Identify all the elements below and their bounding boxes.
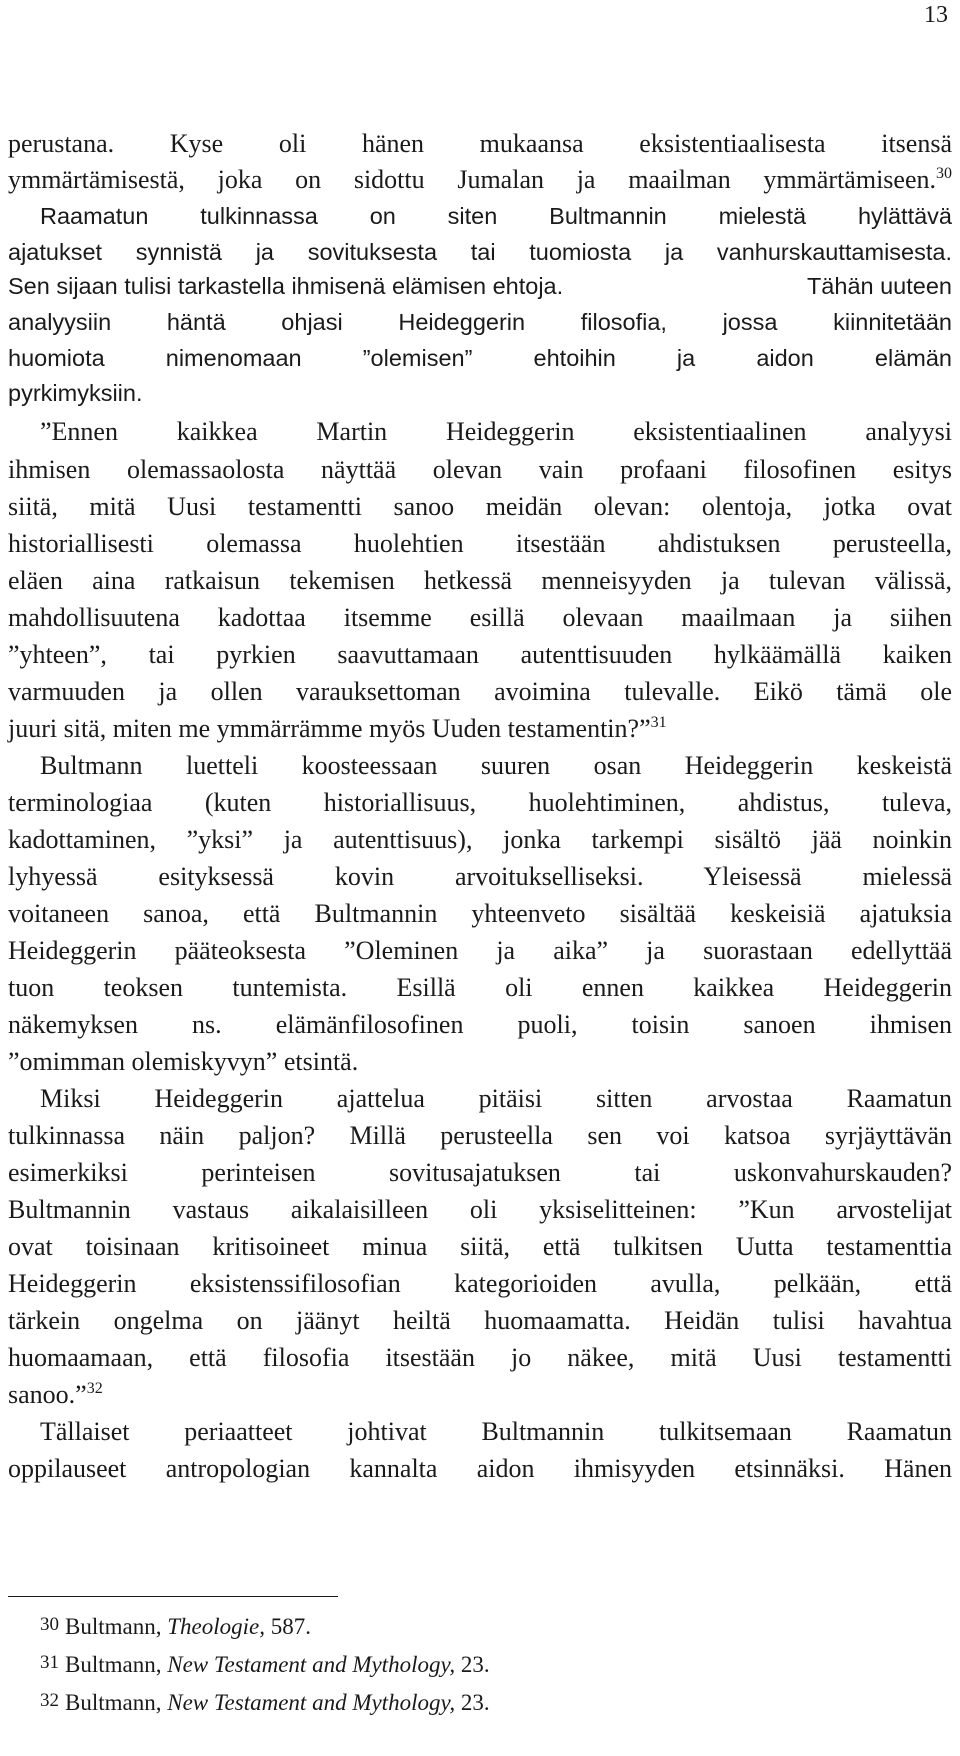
text-line: näkemyksen ns. elämänfilosofinen puoli, toisin sanoen ihmisen	[8, 1010, 952, 1039]
text-line: pyrkimyksiin.	[8, 380, 143, 406]
text-line: Sen sijaan tulisi tarkastella ihmisenä elämisen ehtoja.	[8, 273, 564, 299]
text-line: voitaneen sanoa, että Bultmannin yhteenveto sisältää keskeisiä ajatuksia	[8, 899, 952, 928]
footnote-ref: 32	[86, 1380, 103, 1397]
text-line: huomiota nimenomaan ”olemisen” ehtoihin ja aidon elämän	[8, 345, 952, 371]
text-line: Tähän uuteen	[806, 273, 952, 299]
text-line: Raamatun tulkinnassa on siten Bultmannin mielestä hylättävä	[40, 203, 952, 229]
footnote-30: 30 Bultmann, Theologie, 587.	[40, 1614, 311, 1639]
text-line: ihmisen olemassaolosta näyttää olevan vain profaani filosofinen esitys	[8, 455, 952, 484]
text-line: ymmärtämisestä, joka on sidottu Jumalan ja maailman ymmärtämiseen.$^{30}$	[8, 165, 952, 194]
text-line: tulkinnassa näin paljon? Millä perusteella sen voi katsoa syrjäyttävän	[8, 1121, 952, 1150]
text-line: kadottaminen, ”yksi” ja autenttisuus), jonka tarkempi sisältö jää noinkin	[8, 825, 952, 854]
text-line: Miksi Heideggerin ajattelua pitäisi sitten arvostaa Raamatun	[40, 1084, 952, 1113]
text-line: tuon teoksen tuntemista. Esillä oli ennen kaikkea Heideggerin	[8, 973, 952, 1002]
text-line: oppilauseet antropologian kannalta aidon ihmisyyden etsinnäksi. Hänen	[8, 1454, 952, 1483]
text-line: analyysiin häntä ohjasi Heideggerin filosofia, jossa kiinnitetään	[8, 309, 952, 335]
text-line: juuri sitä, miten me ymmärrämme myös Uuden testamentin?”$^{31}$	[8, 714, 667, 743]
text-line: Heideggerin pääteoksesta ”Oleminen ja aika” ja suorastaan edellyttää	[8, 936, 952, 965]
text-line: huomaamaan, että filosofia itsestään jo näkee, mitä Uusi testamentti	[8, 1343, 952, 1372]
footnote-32: 32 Bultmann, New Testament and Mythology, 23.	[40, 1690, 490, 1715]
text-line: Bultmann luetteli koosteessaan suuren osan Heideggerin keskeistä	[40, 751, 952, 780]
text-line: mahdollisuutena kadottaa itsemme esillä olevaan maailmaan ja siihen	[8, 603, 952, 632]
text-line: terminologiaa (kuten historiallisuus, huolehtiminen, ahdistus, tuleva,	[8, 788, 952, 817]
text-line: lyhyessä esityksessä kovin arvoitukselliseksi. Yleisessä mielessä	[8, 862, 952, 891]
footnote-ref: 31	[650, 714, 667, 731]
text-line: ajatukset synnistä ja sovituksesta tai tuomiosta ja vanhurskauttamisesta.	[8, 239, 952, 265]
text-line: historiallisesti olemassa huolehtien itsestään ahdistuksen perusteella,	[8, 529, 952, 558]
text-line: eläen aina ratkaisun tekemisen hetkessä menneisyyden ja tulevan välissä,	[8, 566, 952, 595]
text-line: ”yhteen”, tai pyrkien saavuttamaan autenttisuuden hylkäämällä kaiken	[8, 640, 952, 669]
page-number: 13	[924, 2, 948, 28]
text-line: esimerkiksi perinteisen sovitusajatuksen tai uskonvahurskauden?	[8, 1158, 952, 1187]
text-line: tärkein ongelma on jäänyt heiltä huomaamatta. Heidän tulisi havahtua	[8, 1306, 952, 1335]
footnote-ref: 30	[936, 165, 952, 182]
text-line: Heideggerin eksistenssifilosofian kategorioiden avulla, pelkään, että	[8, 1269, 952, 1298]
footnote-31: 31 Bultmann, New Testament and Mythology, 23.	[40, 1652, 490, 1677]
text-line: Tällaiset periaatteet johtivat Bultmannin tulkitsemaan Raamatun	[40, 1417, 952, 1446]
text-line: ”Ennen kaikkea Martin Heideggerin eksistentiaalinen analyysi	[40, 417, 952, 446]
text-line: Bultmannin vastaus aikalaisilleen oli yksiselitteinen: ”Kun arvostelijat	[8, 1195, 952, 1224]
text-line: sanoo.”$^{32}$	[8, 1380, 103, 1409]
text-line: perustana. Kyse oli hänen mukaansa eksistentiaalisesta itsensä	[8, 129, 952, 158]
text-line: ovat toisinaan kritisoineet minua siitä, että tulkitsen Uutta testamenttia	[8, 1232, 952, 1261]
text-line: varmuuden ja ollen varauksettoman avoimina tulevalle. Eikö tämä ole	[8, 677, 952, 706]
text-line: siitä, mitä Uusi testamentti sanoo meidän olevan: olentoja, jotka ovat	[8, 492, 952, 521]
footnote-separator	[8, 1596, 338, 1597]
text-line: ”omimman olemiskyvyn” etsintä.	[8, 1047, 359, 1076]
